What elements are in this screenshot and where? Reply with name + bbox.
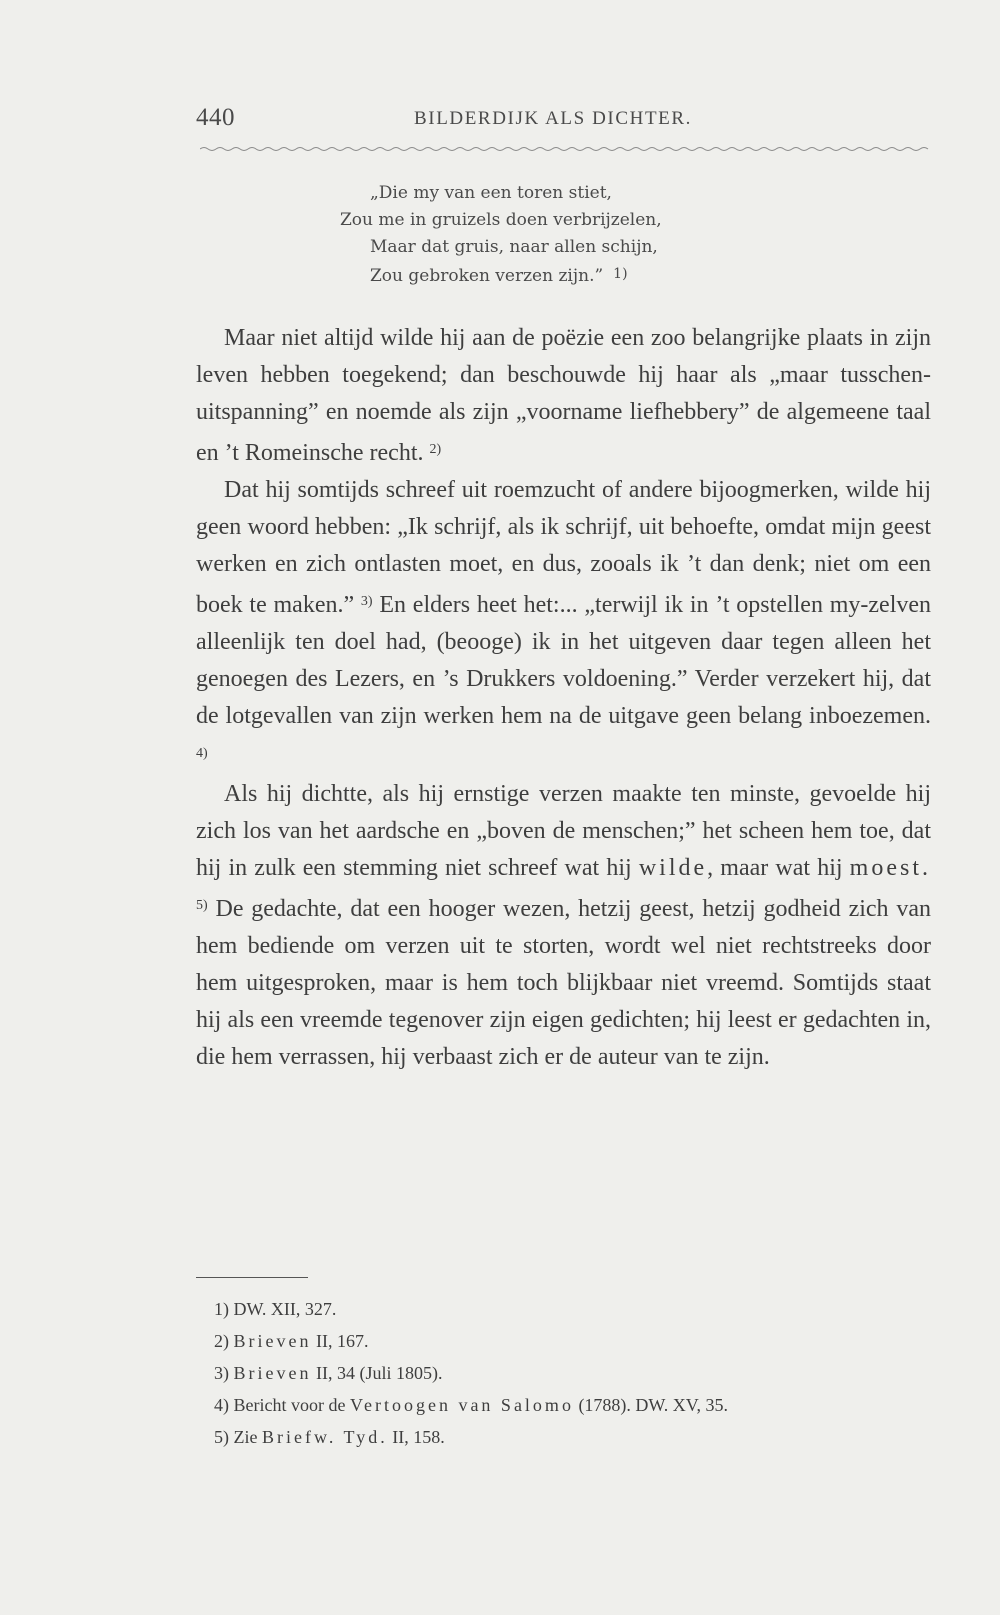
footnote-3	[214, 1357, 934, 1389]
footnote-title: Brieven	[233, 1331, 312, 1351]
poem-line: „Die my van een toren stiet,	[370, 183, 612, 203]
footnote-number: 2)	[214, 1331, 229, 1351]
paragraph-3	[196, 776, 931, 1076]
paragraph-text: , maar wat hij	[707, 855, 843, 881]
paragraph-1	[196, 320, 931, 472]
emphasis-wilde: wilde	[638, 855, 708, 881]
footnote-text: (1788). DW. XV, 35.	[573, 1395, 728, 1415]
paragraph-2	[196, 472, 931, 776]
page-header	[196, 104, 930, 134]
footnote-4	[214, 1389, 934, 1421]
footnote-ref-2: 2)	[429, 442, 442, 457]
footnote-number: 4)	[214, 1395, 229, 1415]
footnote-title: Brieven	[233, 1363, 312, 1383]
page-number: 440	[196, 104, 235, 131]
footnote-text: II, 158.	[387, 1427, 445, 1447]
paragraph-text: Als hij dichtte, als hij ernstige verzen maakte ten minste, gevoelde hij zich los van het aardsche en „boven de menschen;” het scheen hem toe, dat hij in zulk een stemming niet schreef wat hij	[196, 781, 931, 881]
poem-line: Maar dat gruis, naar allen schijn,	[370, 237, 658, 257]
paragraph-text: Dat hij somtijds schreef uit roemzucht of andere bijoogmerken, wilde hij geen woord hebben: „Ik schrijf, als ik schrijf, uit behoefte, omdat mijn geest werken en zich ontlasten moet, en dus, zooals ik ’t dan denk; niet om een boek te maken.”	[196, 477, 931, 618]
poem-line-text: Zou gebroken verzen zijn.”	[370, 266, 604, 286]
paragraph-text: De gedachte, dat een hooger wezen, hetzij geest, hetzij godheid zich van hem bediende om verzen uit te storten, wordt wel niet rechtstreeks door hem uitgesproken, maar is hem toch blijkbaar niet vreemd. Somtijds staat hij als een vreemde tegenover zijn eigen gedichten; hij leest er gedachten in, die hem verrassen, hij verbaast zich er de auteur van te zijn.	[196, 896, 932, 1070]
footnote-ref-1: 1)	[613, 266, 628, 282]
footnote-number: 3)	[214, 1363, 229, 1383]
header-ornament-rule	[200, 146, 930, 152]
footnotes	[214, 1293, 934, 1453]
footnote-text: Bericht voor de	[233, 1395, 350, 1415]
footnote-ref-3: 3)	[360, 594, 373, 609]
running-head: BILDERDIJK ALS DICHTER.	[414, 108, 692, 129]
footnote-ref-5: 5)	[196, 898, 208, 913]
footnote-number: 5)	[214, 1427, 229, 1447]
footnote-text: II, 167.	[311, 1331, 369, 1351]
footnote-title: Vertoogen van Salomo	[349, 1395, 574, 1415]
paragraph-text: En elders heet het:... „terwijl ik in ’t opstellen my-zelven alleenlijk ten doel had, (beooge) ik in het uitgeven daar tegen alleen het genoegen des Lezers, en ’s Drukkers voldoening.” Verder verzekert hij, dat de lotgevallen van zijn werken hem na de uitgave geen belang inboezemen.	[196, 592, 932, 729]
footnote-number: 1)	[214, 1299, 229, 1319]
body-text	[196, 320, 931, 1076]
footnote-ref-4: 4)	[196, 746, 208, 761]
emphasis-moest: moest.	[849, 855, 931, 881]
poem-line-last	[340, 261, 760, 290]
footnote-text: DW. XII, 327.	[233, 1299, 337, 1319]
footnote-2	[214, 1325, 934, 1357]
footnote-text: Zie	[233, 1427, 262, 1447]
footnote-1	[214, 1293, 934, 1325]
poem-line: Zou me in gruizels doen verbrijzelen,	[340, 210, 662, 230]
poem-quote	[340, 180, 760, 290]
paragraph-text: Maar niet altijd wilde hij aan de poëzie een zoo belangrijke plaats in zijn leven hebben toegekend; dan beschouwde hij haar als „maar tusschen-uitspanning” en noemde als zijn „voorname liefhebbery” de algemeene taal en ’t Romeinsche recht.	[196, 325, 931, 466]
footnote-5	[214, 1421, 934, 1453]
footnote-rule	[196, 1277, 308, 1278]
footnote-title: Briefw. Tyd.	[262, 1427, 388, 1447]
footnote-text: II, 34 (Juli 1805).	[311, 1363, 443, 1383]
